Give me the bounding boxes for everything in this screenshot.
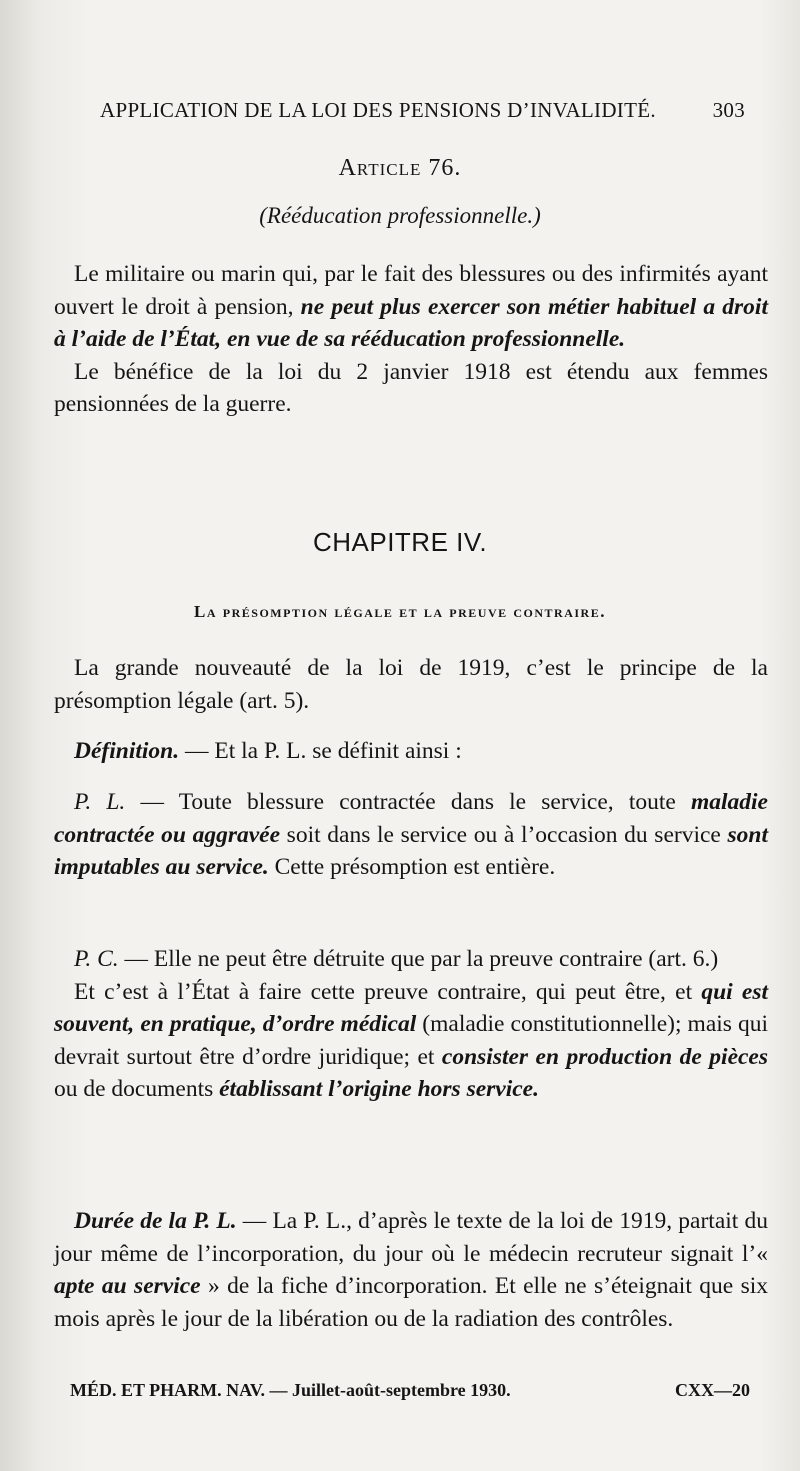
definition-paragraph xyxy=(54,735,768,768)
pl-text-c: soit dans le service ou à l’occasion du service xyxy=(280,821,728,848)
pl-label: P. L. xyxy=(74,789,126,815)
footer-signature: CXX—20 xyxy=(675,1380,750,1400)
etat-text-d: consister en production de pièces xyxy=(441,1043,769,1070)
etat-paragraph xyxy=(54,976,768,1106)
article-p1-text: Le militaire ou marin qui, par le fait des blessures ou des infirmités ayant ouvert le droit à pension, xyxy=(54,261,768,320)
pc-label: P. C. xyxy=(74,946,119,972)
pl-text-e: Cette présomption est entière. xyxy=(268,854,556,880)
etat-text-b: qui est souvent, en pratique, d’ordre médical xyxy=(54,978,768,1037)
definition-label: Définition. xyxy=(74,738,180,764)
pc-block xyxy=(54,943,768,1106)
chapter-title: CHAPITRE IV. xyxy=(312,527,488,557)
pl-text-a: — Toute blessure contractée dans le service, toute xyxy=(125,789,691,815)
pl-paragraph xyxy=(54,786,768,884)
duree-text-a: — La P. L., d’après le texte de la loi de 1919, partait du jour même de l’incorporation, du jour où le médecin recruteur signait l’« xyxy=(54,1208,768,1267)
etat-text-c: (maladie constitutionnelle); mais qui devrait surtout être d’ordre juridique; et xyxy=(54,1011,768,1070)
definition-block xyxy=(54,735,768,768)
pl-text-d: sont imputables au service. xyxy=(54,821,768,880)
etat-text-f: établissant l’origine hors service. xyxy=(219,1076,539,1102)
article-paragraph-1 xyxy=(54,258,768,356)
etat-text-a: Et c’est à l’État à faire cette preuve contraire, qui peut être, et xyxy=(74,978,702,1005)
pc-text: — Elle ne peut être détruite que par la preuve contraire (art. 6.) xyxy=(118,946,719,972)
etat-text-e: ou de documents xyxy=(54,1076,220,1102)
duree-paragraph xyxy=(54,1205,768,1335)
chapter-intro xyxy=(54,652,768,717)
page-number: 303 xyxy=(712,98,745,122)
running-head-title: APPLICATION DE LA LOI DES PENSIONS D’INVALIDITÉ. xyxy=(100,98,656,122)
definition-text: — Et la P. L. se définit ainsi : xyxy=(179,738,462,764)
pl-block xyxy=(54,786,768,884)
chapter-subtitle: La présomption légale et la preuve contraire. xyxy=(194,602,606,621)
article-title: Article 76. xyxy=(338,155,462,181)
article-p1-emphasis: ne peut plus exercer son métier habituel a droit à l’aide de l’État, en vue de sa rééducation professionnelle. xyxy=(54,293,768,352)
page-footer xyxy=(70,1380,750,1401)
duree-label: Durée de la P. L. xyxy=(74,1208,237,1234)
pl-text-b: maladie contractée ou aggravée xyxy=(54,789,768,848)
article-paragraph-2: Le bénéfice de la loi du 2 janvier 1918 est étendu aux femmes pensionnées de la guerre. xyxy=(54,358,768,417)
intro-paragraph: La grande nouveauté de la loi de 1919, c’est le principe de la présomption légale (art. 5). xyxy=(54,655,768,714)
pc-paragraph xyxy=(54,943,768,976)
duree-text-b: apte au service xyxy=(54,1273,201,1299)
duree-text-c: » de la fiche d’incorporation. Et elle ne s’éteignait que six mois après le jour de la libération ou de la radiation des contrôles. xyxy=(54,1273,769,1332)
article-subtitle: (Rééducation professionnelle.) xyxy=(259,203,541,228)
running-head xyxy=(100,98,745,123)
article-body xyxy=(54,258,768,421)
footer-journal: MÉD. ET PHARM. NAV. — Juillet-août-septembre 1930. xyxy=(70,1380,511,1400)
duree-block xyxy=(54,1205,768,1335)
